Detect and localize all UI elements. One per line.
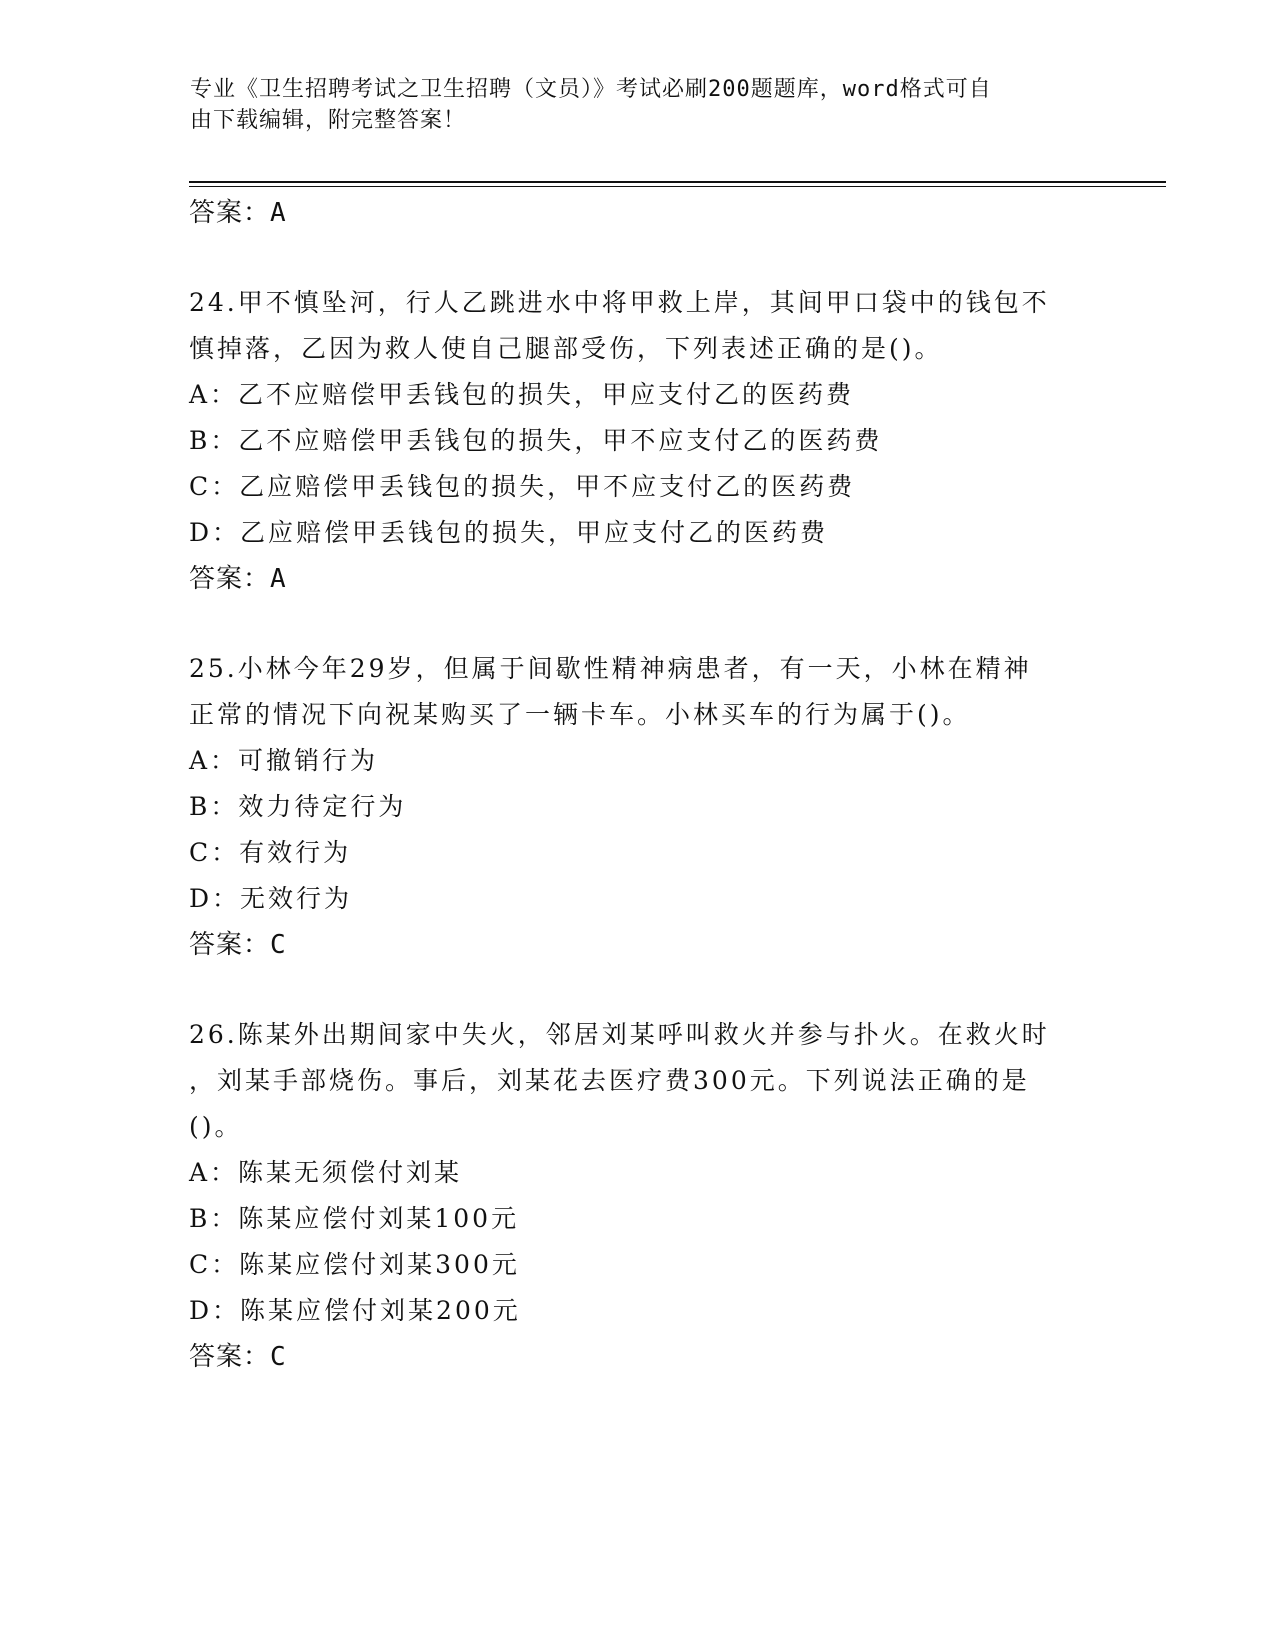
option-b: B：效力待定行为 — [189, 792, 407, 821]
question-24 — [189, 280, 1089, 602]
stem-line: 慎掉落，乙因为救人使自己腿部受伤，下列表述正确的是()。 — [189, 334, 943, 363]
option-c: C：乙应赔偿甲丢钱包的损失，甲不应支付乙的医药费 — [189, 472, 856, 501]
option-b: B：陈某应偿付刘某100元 — [189, 1204, 520, 1233]
stem-line: ，刘某手部烧伤。事后，刘某花去医疗费300元。下列说法正确的是 — [189, 1066, 1030, 1095]
option-a: A：可撤销行为 — [189, 746, 379, 775]
answer: 答案：A — [189, 564, 287, 594]
stem-line: ()。 — [189, 1112, 243, 1141]
header-divider-thin — [189, 186, 1166, 187]
option-c: C：陈某应偿付刘某300元 — [189, 1250, 520, 1279]
header-divider-thick — [189, 181, 1166, 183]
previous-answer: 答案：A — [189, 198, 287, 228]
question-stem — [189, 280, 1089, 372]
option-b: B：乙不应赔偿甲丢钱包的损失，甲不应支付乙的医药费 — [189, 426, 883, 455]
option-d: D：乙应赔偿甲丢钱包的损失，甲应支付乙的医药费 — [189, 518, 829, 547]
answer: 答案：C — [189, 930, 287, 960]
answer: 答案：C — [189, 1342, 287, 1372]
option-a: A：陈某无须偿付刘某 — [189, 1158, 463, 1187]
stem-line: 26.陈某外出期间家中失火，邻居刘某呼叫救火并参与扑火。在救火时 — [189, 1020, 1050, 1049]
option-d: D：无效行为 — [189, 884, 353, 913]
header-line-2: 由下载编辑，附完整答案！ — [190, 108, 467, 133]
question-stem — [189, 1012, 1089, 1150]
option-c: C：有效行为 — [189, 838, 352, 867]
stem-line: 24.甲不慎坠河，行人乙跳进水中将甲救上岸，其间甲口袋中的钱包不 — [189, 288, 1050, 317]
question-stem — [189, 646, 1089, 738]
document-header — [190, 74, 1070, 136]
stem-line: 25.小林今年29岁，但属于间歇性精神病患者，有一天，小林在精神 — [189, 654, 1032, 683]
option-a: A：乙不应赔偿甲丢钱包的损失，甲应支付乙的医药费 — [189, 380, 855, 409]
stem-line: 正常的情况下向祝某购买了一辆卡车。小林买车的行为属于()。 — [189, 700, 971, 729]
question-25 — [189, 646, 1089, 968]
header-line-1: 专业《卫生招聘考试之卫生招聘（文员）》考试必刷200题题库，word格式可自 — [190, 77, 992, 102]
question-26 — [189, 1012, 1089, 1380]
option-d: D：陈某应偿付刘某200元 — [189, 1296, 521, 1325]
question-list — [189, 190, 1089, 1380]
